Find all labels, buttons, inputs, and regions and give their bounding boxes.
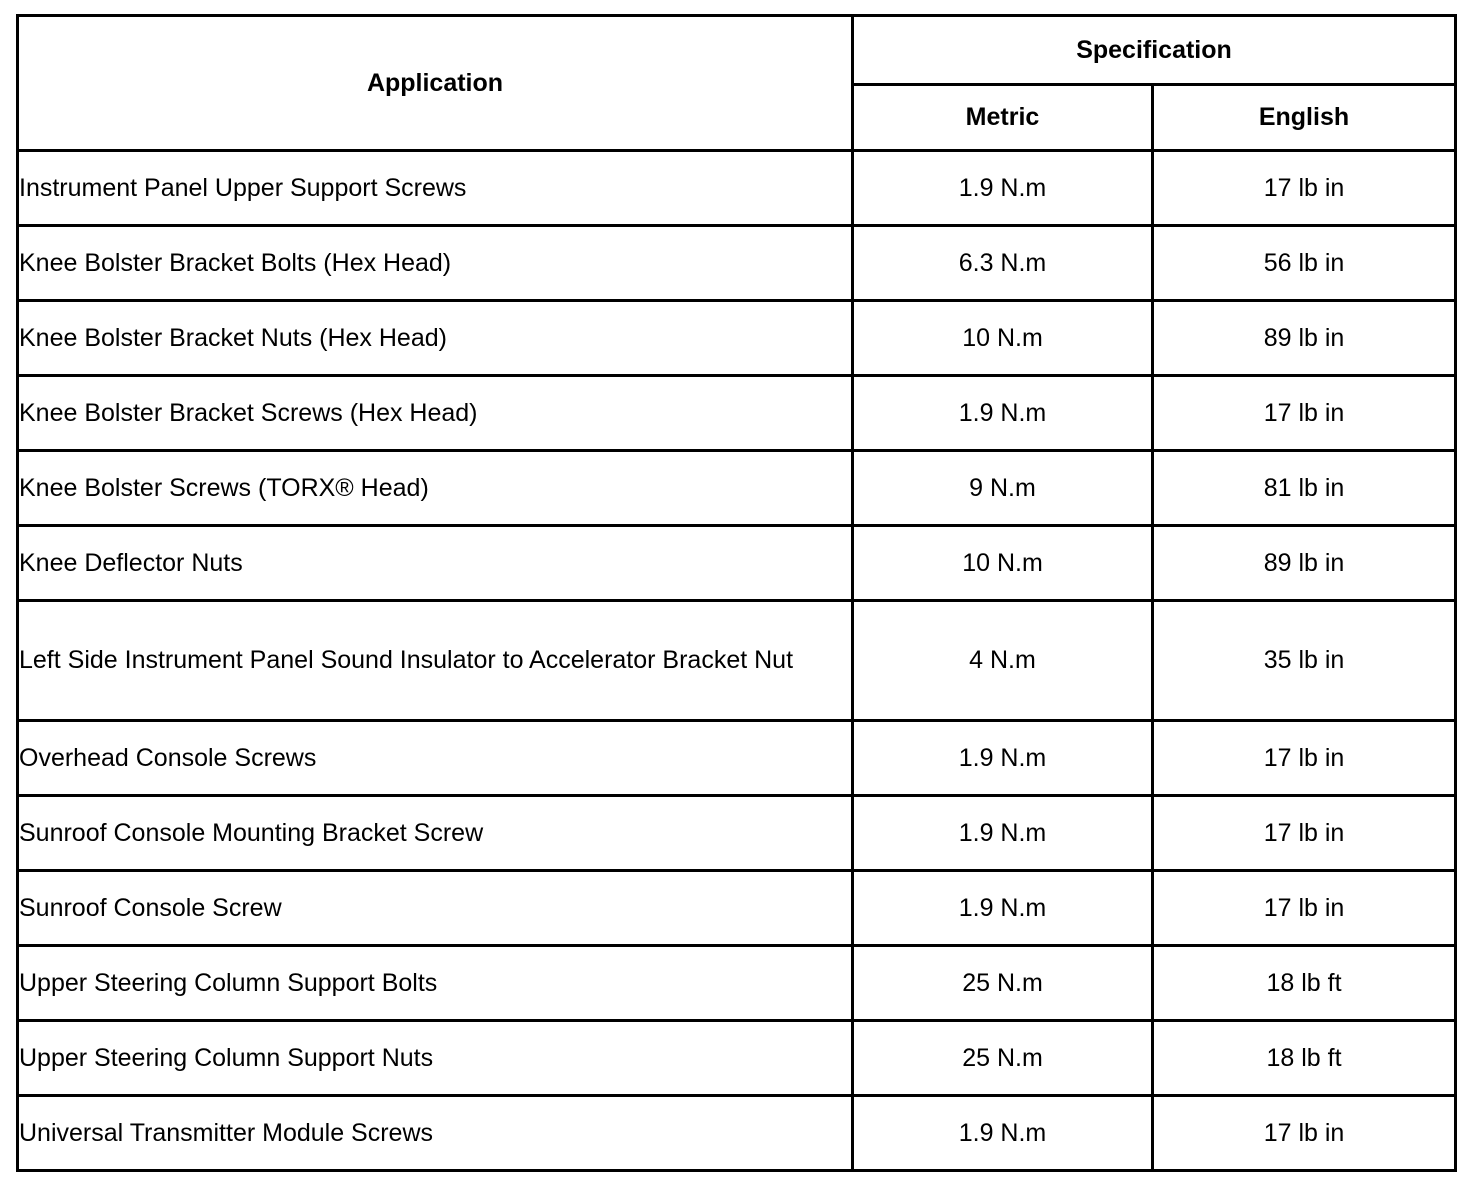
english-cell: 17 lb in — [1153, 796, 1456, 871]
table-row — [18, 226, 1456, 301]
application-cell: Upper Steering Column Support Nuts — [18, 1021, 853, 1096]
metric-cell: 4 N.m — [853, 601, 1153, 721]
header-application: Application — [18, 16, 853, 151]
application-cell: Left Side Instrument Panel Sound Insulator to Accelerator Bracket Nut — [18, 601, 853, 721]
metric-cell: 10 N.m — [853, 301, 1153, 376]
header-specification: Specification — [853, 16, 1456, 85]
table-row — [18, 601, 1456, 721]
table-row — [18, 151, 1456, 226]
english-cell: 89 lb in — [1153, 526, 1456, 601]
table-row — [18, 721, 1456, 796]
metric-cell: 25 N.m — [853, 1021, 1153, 1096]
english-cell: 17 lb in — [1153, 1096, 1456, 1171]
table-row — [18, 1096, 1456, 1171]
application-cell: Sunroof Console Mounting Bracket Screw — [18, 796, 853, 871]
english-cell: 18 lb ft — [1153, 946, 1456, 1021]
metric-cell: 1.9 N.m — [853, 376, 1153, 451]
header-metric: Metric — [853, 85, 1153, 151]
metric-cell: 25 N.m — [853, 946, 1153, 1021]
metric-cell: 10 N.m — [853, 526, 1153, 601]
metric-cell: 6.3 N.m — [853, 226, 1153, 301]
english-cell: 17 lb in — [1153, 721, 1456, 796]
table-row — [18, 301, 1456, 376]
metric-cell: 1.9 N.m — [853, 1096, 1153, 1171]
metric-cell: 1.9 N.m — [853, 871, 1153, 946]
application-cell: Instrument Panel Upper Support Screws — [18, 151, 853, 226]
english-cell: 81 lb in — [1153, 451, 1456, 526]
metric-cell: 1.9 N.m — [853, 796, 1153, 871]
english-cell: 56 lb in — [1153, 226, 1456, 301]
application-cell: Knee Bolster Bracket Bolts (Hex Head) — [18, 226, 853, 301]
table-row — [18, 946, 1456, 1021]
table-row — [18, 376, 1456, 451]
application-cell: Overhead Console Screws — [18, 721, 853, 796]
header-row-top — [18, 16, 1456, 85]
application-cell: Knee Deflector Nuts — [18, 526, 853, 601]
table-row — [18, 526, 1456, 601]
application-cell: Knee Bolster Bracket Screws (Hex Head) — [18, 376, 853, 451]
english-cell: 17 lb in — [1153, 376, 1456, 451]
application-cell: Knee Bolster Bracket Nuts (Hex Head) — [18, 301, 853, 376]
metric-cell: 1.9 N.m — [853, 721, 1153, 796]
english-cell: 35 lb in — [1153, 601, 1456, 721]
metric-cell: 9 N.m — [853, 451, 1153, 526]
application-cell: Upper Steering Column Support Bolts — [18, 946, 853, 1021]
english-cell: 18 lb ft — [1153, 1021, 1456, 1096]
english-cell: 17 lb in — [1153, 871, 1456, 946]
table-row — [18, 451, 1456, 526]
english-cell: 89 lb in — [1153, 301, 1456, 376]
application-cell: Sunroof Console Screw — [18, 871, 853, 946]
metric-cell: 1.9 N.m — [853, 151, 1153, 226]
application-cell: Universal Transmitter Module Screws — [18, 1096, 853, 1171]
table-row — [18, 871, 1456, 946]
english-cell: 17 lb in — [1153, 151, 1456, 226]
table-row — [18, 796, 1456, 871]
header-english: English — [1153, 85, 1456, 151]
table-row — [18, 1021, 1456, 1096]
torque-spec-table — [16, 14, 1457, 1172]
application-cell: Knee Bolster Screws (TORX® Head) — [18, 451, 853, 526]
